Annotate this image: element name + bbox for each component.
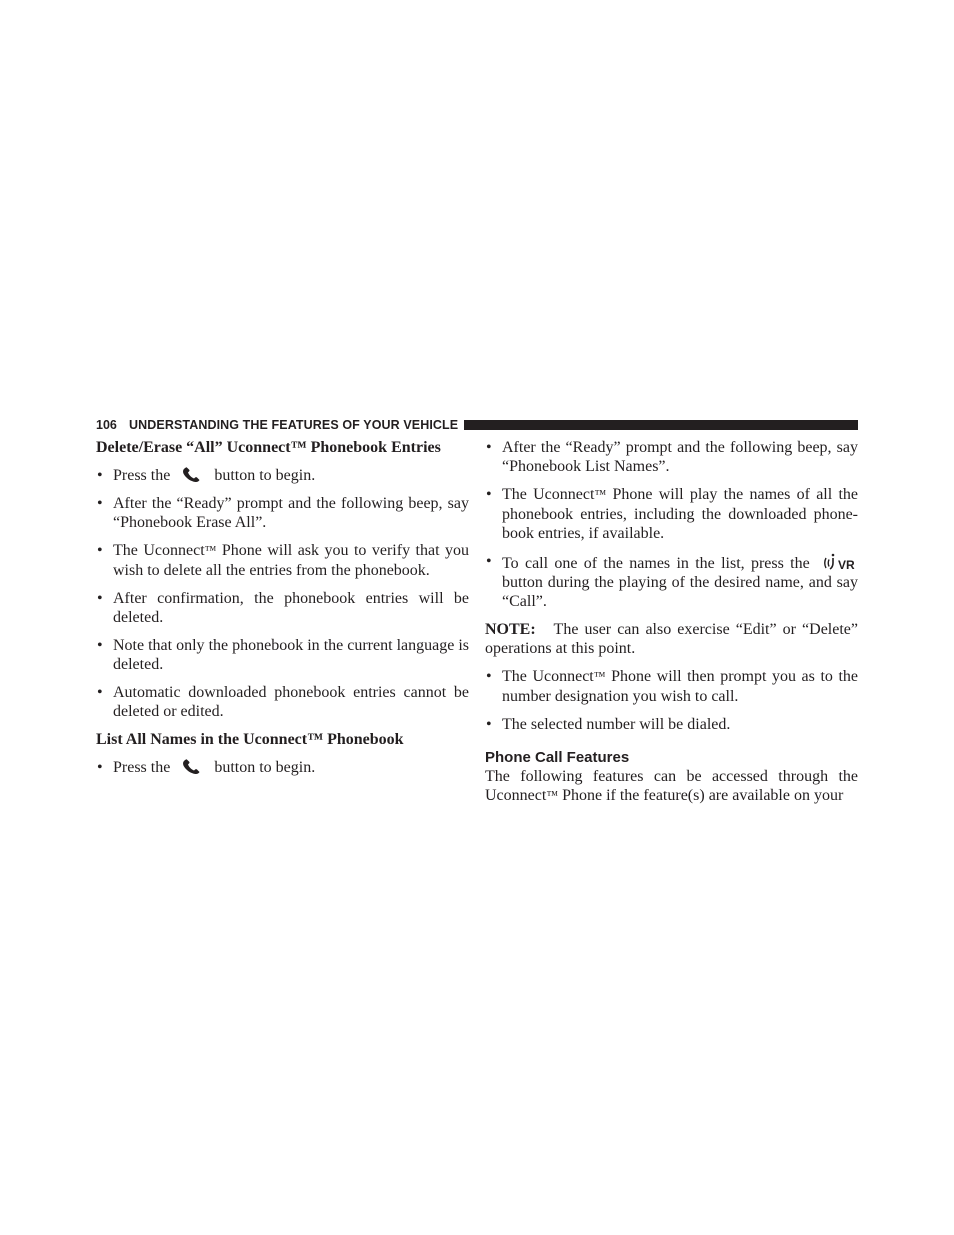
voice-recognition-icon xyxy=(822,552,858,572)
phone-handset-icon xyxy=(181,759,203,775)
list-item: • The selected number will be dialed. xyxy=(485,715,858,734)
list-item: • After the “Ready” prompt and the following beep, say “Phonebook Erase All”. xyxy=(96,494,469,532)
page-number: 106 xyxy=(96,418,117,432)
heading-phone-call-features: Phone Call Features xyxy=(485,749,630,766)
list-item: • Press the button to begin. xyxy=(96,466,469,485)
list-item: • The Uconnect™ Phone will then prompt you as to the number designation you wish to call. xyxy=(485,667,858,706)
list-item: • After confirmation, the phonebook entries will be deleted. xyxy=(96,589,469,627)
list-names-steps xyxy=(96,758,469,777)
list-item: • Automatic downloaded phonebook entries cannot be deleted or edited. xyxy=(96,683,469,721)
list-item: • After the “Ready” prompt and the following beep, say “Phonebook List Names”. xyxy=(485,438,858,476)
note-paragraph: NOTE: The user can also exercise “Edit” or “Delete” operations at this point. xyxy=(485,621,858,657)
vr-label: VR xyxy=(838,558,855,572)
header-rule xyxy=(464,420,858,430)
list-item: • Press the button to begin. xyxy=(96,758,469,777)
list-item: • To call one of the names in the list, press the VR button during the playing of the desired name, and say “Call”. xyxy=(485,552,858,611)
delete-steps-list xyxy=(96,466,469,721)
call-steps-list xyxy=(485,667,858,734)
left-column xyxy=(96,438,469,786)
phone-call-features-paragraph: The following features can be accessed through the Uconnect™ Phone if the feature(s) are available on your xyxy=(485,768,858,804)
heading-delete-erase-all: Delete/Erase “All” Uconnect™ Phonebook Entries xyxy=(96,439,441,456)
list-item: • The Uconnect™ Phone will play the names of all the phonebook entries, including the downloaded phone-book entries, if available. xyxy=(485,485,858,543)
list-item: • Note that only the phonebook in the current language is deleted. xyxy=(96,636,469,674)
page-header xyxy=(96,417,858,433)
right-column xyxy=(485,438,858,815)
heading-list-all-names: List All Names in the Uconnect™ Phonebook xyxy=(96,731,404,748)
list-item: • The Uconnect™ Phone will ask you to verify that you wish to delete all the entries from the phonebook. xyxy=(96,541,469,580)
list-names-steps-cont xyxy=(485,438,858,611)
section-title: UNDERSTANDING THE FEATURES OF YOUR VEHICLE xyxy=(129,418,459,432)
phone-handset-icon xyxy=(181,467,203,483)
